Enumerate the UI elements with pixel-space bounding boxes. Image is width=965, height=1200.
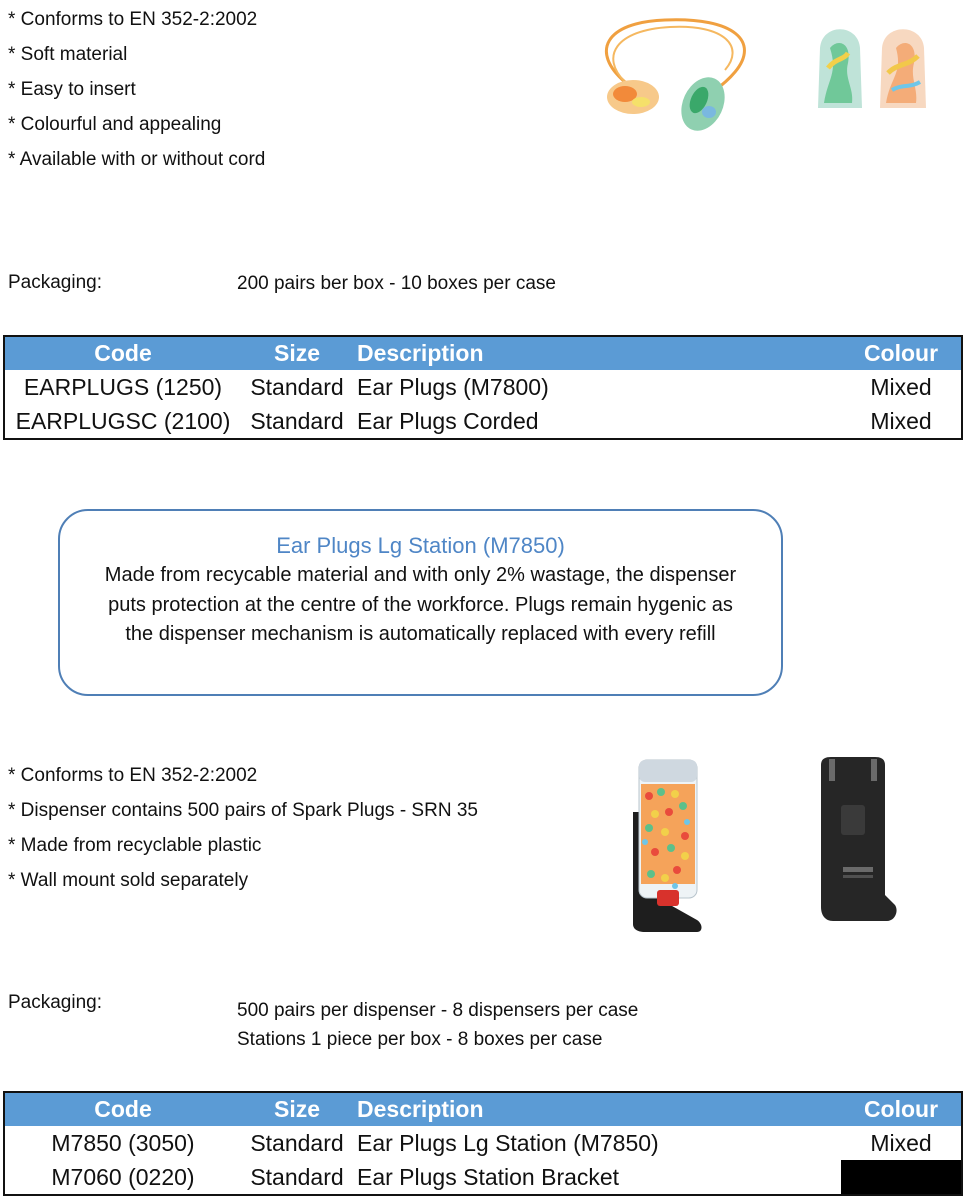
feature-item: * Easy to insert	[8, 79, 136, 100]
table-header-row	[4, 336, 962, 370]
column-header-size: Size	[241, 336, 353, 370]
callout-body: Made from recycable material and with only 2% wastage, the dispenser puts protection at the centre of the workforce. Plugs remain hygenic as the dispenser mechanism is automatically replaced with every refill	[104, 564, 737, 645]
column-header-code: Code	[4, 336, 241, 370]
cell-description: Ear Plugs Lg Station (M7850)	[357, 1129, 659, 1156]
table-row	[4, 1126, 962, 1160]
cell-colour	[841, 1160, 962, 1195]
cell-code: M7060 (0220)	[51, 1163, 195, 1190]
wall-bracket-image	[815, 755, 900, 927]
cell-size: Standard	[250, 407, 344, 434]
callout-title: Ear Plugs Lg Station (M7850)	[276, 533, 565, 558]
column-header-description: Description	[353, 1092, 841, 1126]
cell-code: EARPLUGS (1250)	[23, 373, 223, 400]
feature-item: * Colourful and appealing	[8, 114, 222, 135]
corded-earplugs-image	[585, 12, 765, 137]
table-row	[4, 1160, 962, 1195]
cell-code: M7850 (3050)	[51, 1129, 195, 1156]
cell-description: Ear Plugs Corded	[357, 407, 539, 434]
earplugs-pair-image	[808, 18, 950, 113]
table-row	[4, 370, 962, 404]
cell-size: Standard	[250, 373, 344, 400]
packaging-label: Packaging:	[8, 992, 103, 1013]
packaging-line: 200 pairs ber box - 10 boxes per case	[237, 273, 556, 294]
cell-size: Standard	[250, 1163, 344, 1190]
feature-item: * Conforms to EN 352-2:2002	[8, 9, 258, 30]
column-header-code: Code	[4, 1092, 241, 1126]
cell-colour: Mixed	[870, 407, 932, 434]
column-header-colour: Colour	[841, 1092, 962, 1126]
product-table-station	[3, 1091, 963, 1196]
packaging-line: Stations 1 piece per box - 8 boxes per case	[237, 1029, 603, 1050]
feature-item: * Dispenser contains 500 pairs of Spark Plugs - SRN 35	[8, 800, 478, 821]
feature-item: * Available with or without cord	[8, 149, 266, 170]
table-row	[4, 404, 962, 439]
table-header-row	[4, 1092, 962, 1126]
packaging-line: 500 pairs per dispenser - 8 dispensers per case	[237, 1000, 639, 1021]
feature-item: * Made from recyclable plastic	[8, 835, 262, 856]
packaging-text	[237, 269, 556, 298]
feature-list-station	[8, 758, 478, 898]
cell-description: Ear Plugs Station Bracket	[357, 1163, 620, 1190]
earplug-dispenser-image	[625, 752, 705, 934]
cell-code: EARPLUGSC (2100)	[15, 407, 231, 434]
product-table-earplugs	[3, 335, 963, 440]
packaging-text	[237, 996, 638, 1054]
cell-colour: Mixed	[870, 1129, 932, 1156]
feature-item: * Conforms to EN 352-2:2002	[8, 765, 258, 786]
feature-list-earplugs	[8, 2, 265, 177]
feature-item: * Soft material	[8, 44, 128, 65]
column-header-colour: Colour	[841, 336, 962, 370]
feature-item: * Wall mount sold separately	[8, 870, 249, 891]
column-header-description: Description	[353, 336, 841, 370]
packaging-label: Packaging:	[8, 272, 103, 293]
cell-description: Ear Plugs (M7800)	[357, 373, 549, 400]
cell-colour: Mixed	[870, 373, 932, 400]
product-callout	[58, 509, 783, 696]
cell-size: Standard	[250, 1129, 344, 1156]
column-header-size: Size	[241, 1092, 353, 1126]
